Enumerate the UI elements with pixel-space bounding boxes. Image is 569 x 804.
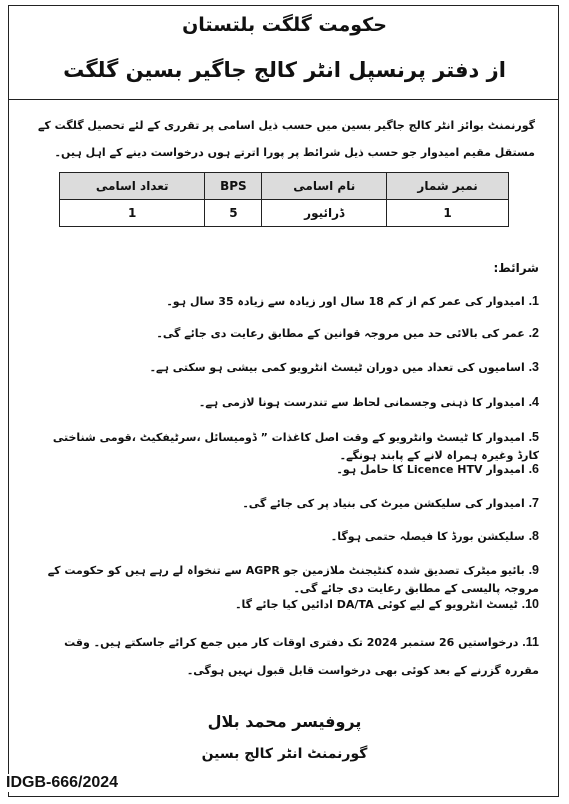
condition-text: عمر کی بالائی حد میں مروجہ قوانین کے مطابق رعایت دی جائے گی۔ (156, 327, 525, 340)
condition-item (30, 561, 539, 598)
condition-number: 11. (522, 635, 539, 649)
government-heading: حکومت گلگت بلتستان (182, 14, 387, 36)
condition-text: درخواستیں 26 ستمبر 2024 تک دفتری اوقات کار میں جمع کرائے جاسکتے ہیں۔ وقت مقررہ گزرنے کے بعد کوئی بھی درخواست قابل قبول نہیں ہوگی۔ (64, 636, 539, 677)
condition-number: 7. (528, 496, 539, 510)
condition-text: امیدوار کا ذہنی وجسمانی لحاظ سے تندرست ہونا لازمی ہے۔ (198, 396, 525, 409)
header-divider (8, 99, 559, 100)
condition-text: امیدوار کی سلیکشن میرٹ کی بنیاد پر کی جائے گی۔ (242, 497, 525, 510)
office-heading: از دفتر پرنسپل انٹر کالج جاگیر بسین گلگت (63, 58, 506, 82)
cell-count: 1 (60, 200, 205, 227)
condition-number: 3. (528, 360, 539, 374)
condition-item (30, 595, 539, 614)
col-serial: نمبر شمار (387, 173, 509, 200)
signatory-name: پروفیسر محمد بلال (207, 712, 362, 731)
cell-bps: 5 (205, 200, 262, 227)
condition-item (30, 494, 539, 513)
condition-text: امیدوار Licence HTV کا حامل ہو۔ (336, 463, 525, 476)
condition-item (30, 527, 539, 546)
condition-number: 8. (528, 529, 539, 543)
condition-item (30, 628, 539, 685)
condition-text: سلیکشن بورڈ کا فیصلہ حتمی ہوگا۔ (330, 530, 525, 543)
condition-number: 9. (528, 563, 539, 577)
condition-item (30, 324, 539, 343)
condition-number: 5. (528, 430, 539, 444)
condition-text: امیدوار کی عمر کم از کم 18 سال اور زیادہ سے زیادہ 35 سال ہو۔ (166, 295, 525, 308)
col-bps: BPS (205, 173, 262, 200)
condition-number: 4. (528, 395, 539, 409)
reference-number: IDGB-666/2024 (6, 774, 119, 791)
condition-number: 6. (528, 462, 539, 476)
condition-text: بائیو میٹرک تصدیق شدہ کنٹیجنٹ ملازمین جو AGPR سے تنخواہ لے رہے ہیں کو حکومت کے مروجہ پالیسی کے مطابق رعایت دی جائے گی۔ (47, 564, 539, 595)
condition-item (30, 358, 539, 377)
table-row (60, 200, 509, 227)
condition-item (30, 292, 539, 311)
condition-item (30, 393, 539, 412)
condition-text: اسامیوں کی تعداد میں دوران ٹیسٹ انٹرویو کمی بیشی ہو سکتی ہے۔ (149, 361, 525, 374)
cell-serial: 1 (387, 200, 509, 227)
condition-number: 10. (521, 597, 539, 611)
condition-number: 1. (528, 294, 539, 308)
condition-number: 2. (528, 326, 539, 340)
col-post-name: نام اسامی (262, 173, 387, 200)
cell-post-name: ڈرائیور (262, 200, 387, 227)
signatory-office: گورنمنٹ انٹر کالج بسین (201, 746, 368, 762)
condition-text: امیدوار کا ٹیسٹ وانٹرویو کے وقت اصل کاغذات ” ڈومیسائل ،سرٹیفکیٹ ،قومی شناختی کارڈ وغیرہ ہمراہ لانے کے پابند ہونگے۔ (52, 431, 539, 462)
condition-item (30, 460, 539, 479)
intro-paragraph: گورنمنٹ بوائز انٹر کالج جاگیر بسین میں حسب ذیل اسامی پر تقرری کے لئے تحصیل گلگت کے مستقل مقیم امیدوار جو حسب ذیل شرائط پر پورا اترتے ہوں درخواست دینے کے اہل ہیں۔ (37, 119, 535, 159)
condition-text: ٹیسٹ انٹرویو کے لیے کوئی DA/TA ادائیں کیا جائے گا۔ (235, 598, 518, 611)
posts-table-header (60, 173, 509, 200)
conditions-title: شرائط: (493, 261, 539, 275)
posts-table (59, 172, 509, 227)
col-count: تعداد اسامی (60, 173, 205, 200)
